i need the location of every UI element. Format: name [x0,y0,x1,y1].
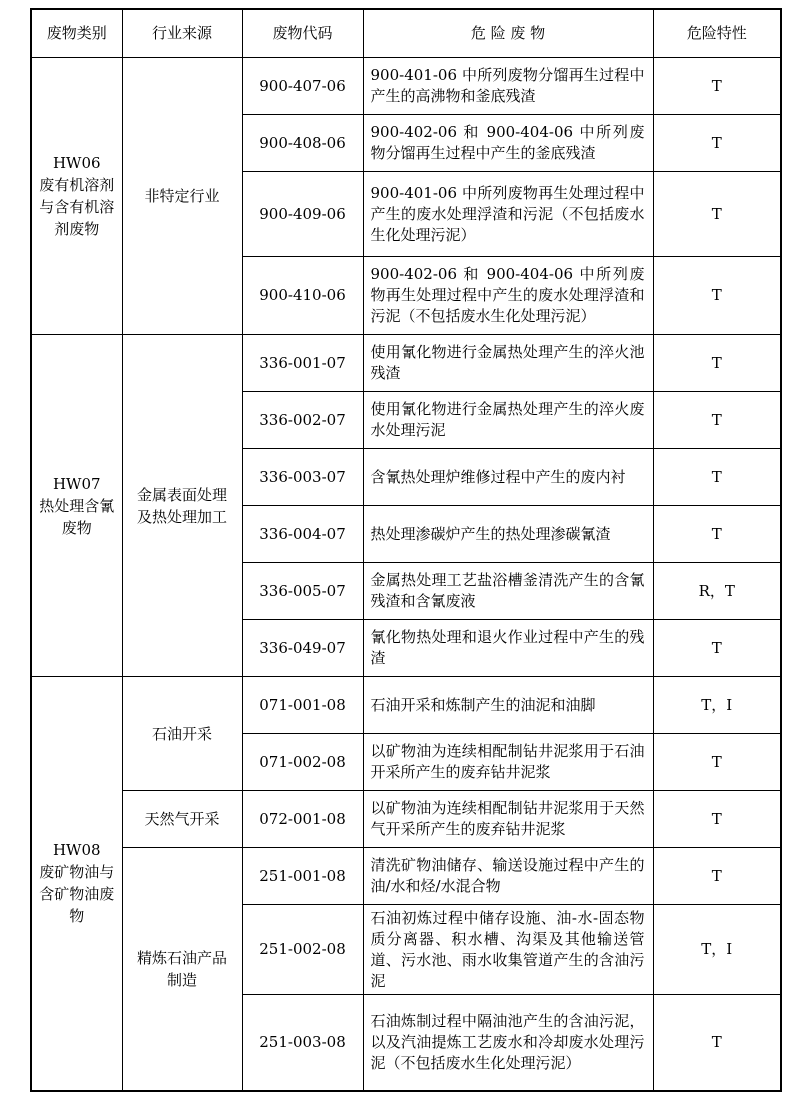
waste-code: 071-001-08 [242,677,363,734]
waste-code: 336-002-07 [242,392,363,449]
header-source: 行业来源 [122,9,242,58]
hazard-property: T [653,620,781,677]
header-category: 废物类别 [31,9,122,58]
category-code: HW06 [52,154,101,172]
waste-description: 以矿物油为连续相配制钻井泥浆用于石油开采所产生的废弃钻井泥浆 [363,734,653,791]
waste-code: 251-002-08 [242,905,363,995]
hazard-property: T [653,335,781,392]
hazard-property: T [653,115,781,172]
waste-code: 251-001-08 [242,848,363,905]
waste-code: 900-409-06 [242,172,363,257]
waste-description: 使用氰化物进行金属热处理产生的淬火废水处理污泥 [363,392,653,449]
table-row [31,677,781,734]
source-cell: 精炼石油产品制造 [122,848,242,1091]
header-waste: 危 险 废 物 [363,9,653,58]
waste-code: 071-002-08 [242,734,363,791]
hazard-property: T [653,791,781,848]
table-row [31,848,781,905]
hazard-property: T [653,172,781,257]
category-name: 热处理含氰废物 [39,496,115,537]
waste-code: 336-049-07 [242,620,363,677]
waste-description: 900-402-06 和 900-404-06 中所列废物分馏再生过程中产生的釜底残渣 [363,115,653,172]
waste-code: 336-005-07 [242,563,363,620]
hazard-property: T，I [653,677,781,734]
category-name: 废矿物油与含矿物油废物 [39,863,115,926]
category-code: HW08 [52,841,101,860]
table-row [31,791,781,848]
waste-code: 900-408-06 [242,115,363,172]
waste-description: 含氰热处理炉维修过程中产生的废内衬 [363,449,653,506]
hazardous-waste-table [30,8,782,1092]
header-property: 危险特性 [653,9,781,58]
category-name: 废有机溶剂与含有机溶剂废物 [39,176,115,238]
waste-code: 900-407-06 [242,58,363,115]
category-code: HW07 [52,474,101,493]
table-row [31,335,781,392]
table-row [31,58,781,115]
waste-description: 石油初炼过程中储存设施、油-水-固态物质分离器、积水槽、沟渠及其他输送管道、污水池、雨水收集管道产生的含油污泥 [363,905,653,995]
hazard-property: T [653,58,781,115]
hazard-property: T [653,392,781,449]
category-cell [31,58,122,335]
waste-code: 900-410-06 [242,257,363,335]
header-row [31,9,781,58]
waste-description: 石油开采和炼制产生的油泥和油脚 [363,677,653,734]
waste-description: 900-401-06 中所列废物分馏再生过程中产生的高沸物和釜底残渣 [363,58,653,115]
hazard-property: T [653,848,781,905]
hazard-property: T [653,734,781,791]
waste-description: 900-402-06 和 900-404-06 中所列废物再生处理过程中产生的废水处理浮渣和污泥（不包括废水生化处理污泥） [363,257,653,335]
waste-code: 251-003-08 [242,995,363,1091]
source-cell: 石油开采 [122,677,242,791]
source-cell: 金属表面处理及热处理加工 [122,335,242,677]
waste-description: 900-401-06 中所列废物再生处理过程中产生的废水处理浮渣和污泥（不包括废水生化处理污泥） [363,172,653,257]
hazard-property: T [653,449,781,506]
waste-description: 热处理渗碳炉产生的热处理渗碳氰渣 [363,506,653,563]
hazard-property: T [653,995,781,1091]
hazard-property: R，T [653,563,781,620]
waste-description: 金属热处理工艺盐浴槽釜清洗产生的含氰残渣和含氰废液 [363,563,653,620]
waste-description: 以矿物油为连续相配制钻井泥浆用于天然气开采所产生的废弃钻井泥浆 [363,791,653,848]
category-cell [31,335,122,677]
hazard-property: T [653,506,781,563]
hazard-property: T [653,257,781,335]
waste-description: 使用氰化物进行金属热处理产生的淬火池残渣 [363,335,653,392]
source-cell: 天然气开采 [122,791,242,848]
source-cell: 非特定行业 [122,58,242,335]
waste-description: 清洗矿物油储存、输送设施过程中产生的油/水和烃/水混合物 [363,848,653,905]
waste-code: 336-004-07 [242,506,363,563]
waste-description: 氰化物热处理和退火作业过程中产生的残渣 [363,620,653,677]
waste-code: 336-003-07 [242,449,363,506]
category-cell [31,677,122,1091]
waste-description: 石油炼制过程中隔油池产生的含油污泥，以及汽油提炼工艺废水和冷却废水处理污泥（不包括废水生化处理污泥） [363,995,653,1091]
waste-code: 336-001-07 [242,335,363,392]
waste-code: 072-001-08 [242,791,363,848]
hazard-property: T，I [653,905,781,995]
header-code: 废物代码 [242,9,363,58]
